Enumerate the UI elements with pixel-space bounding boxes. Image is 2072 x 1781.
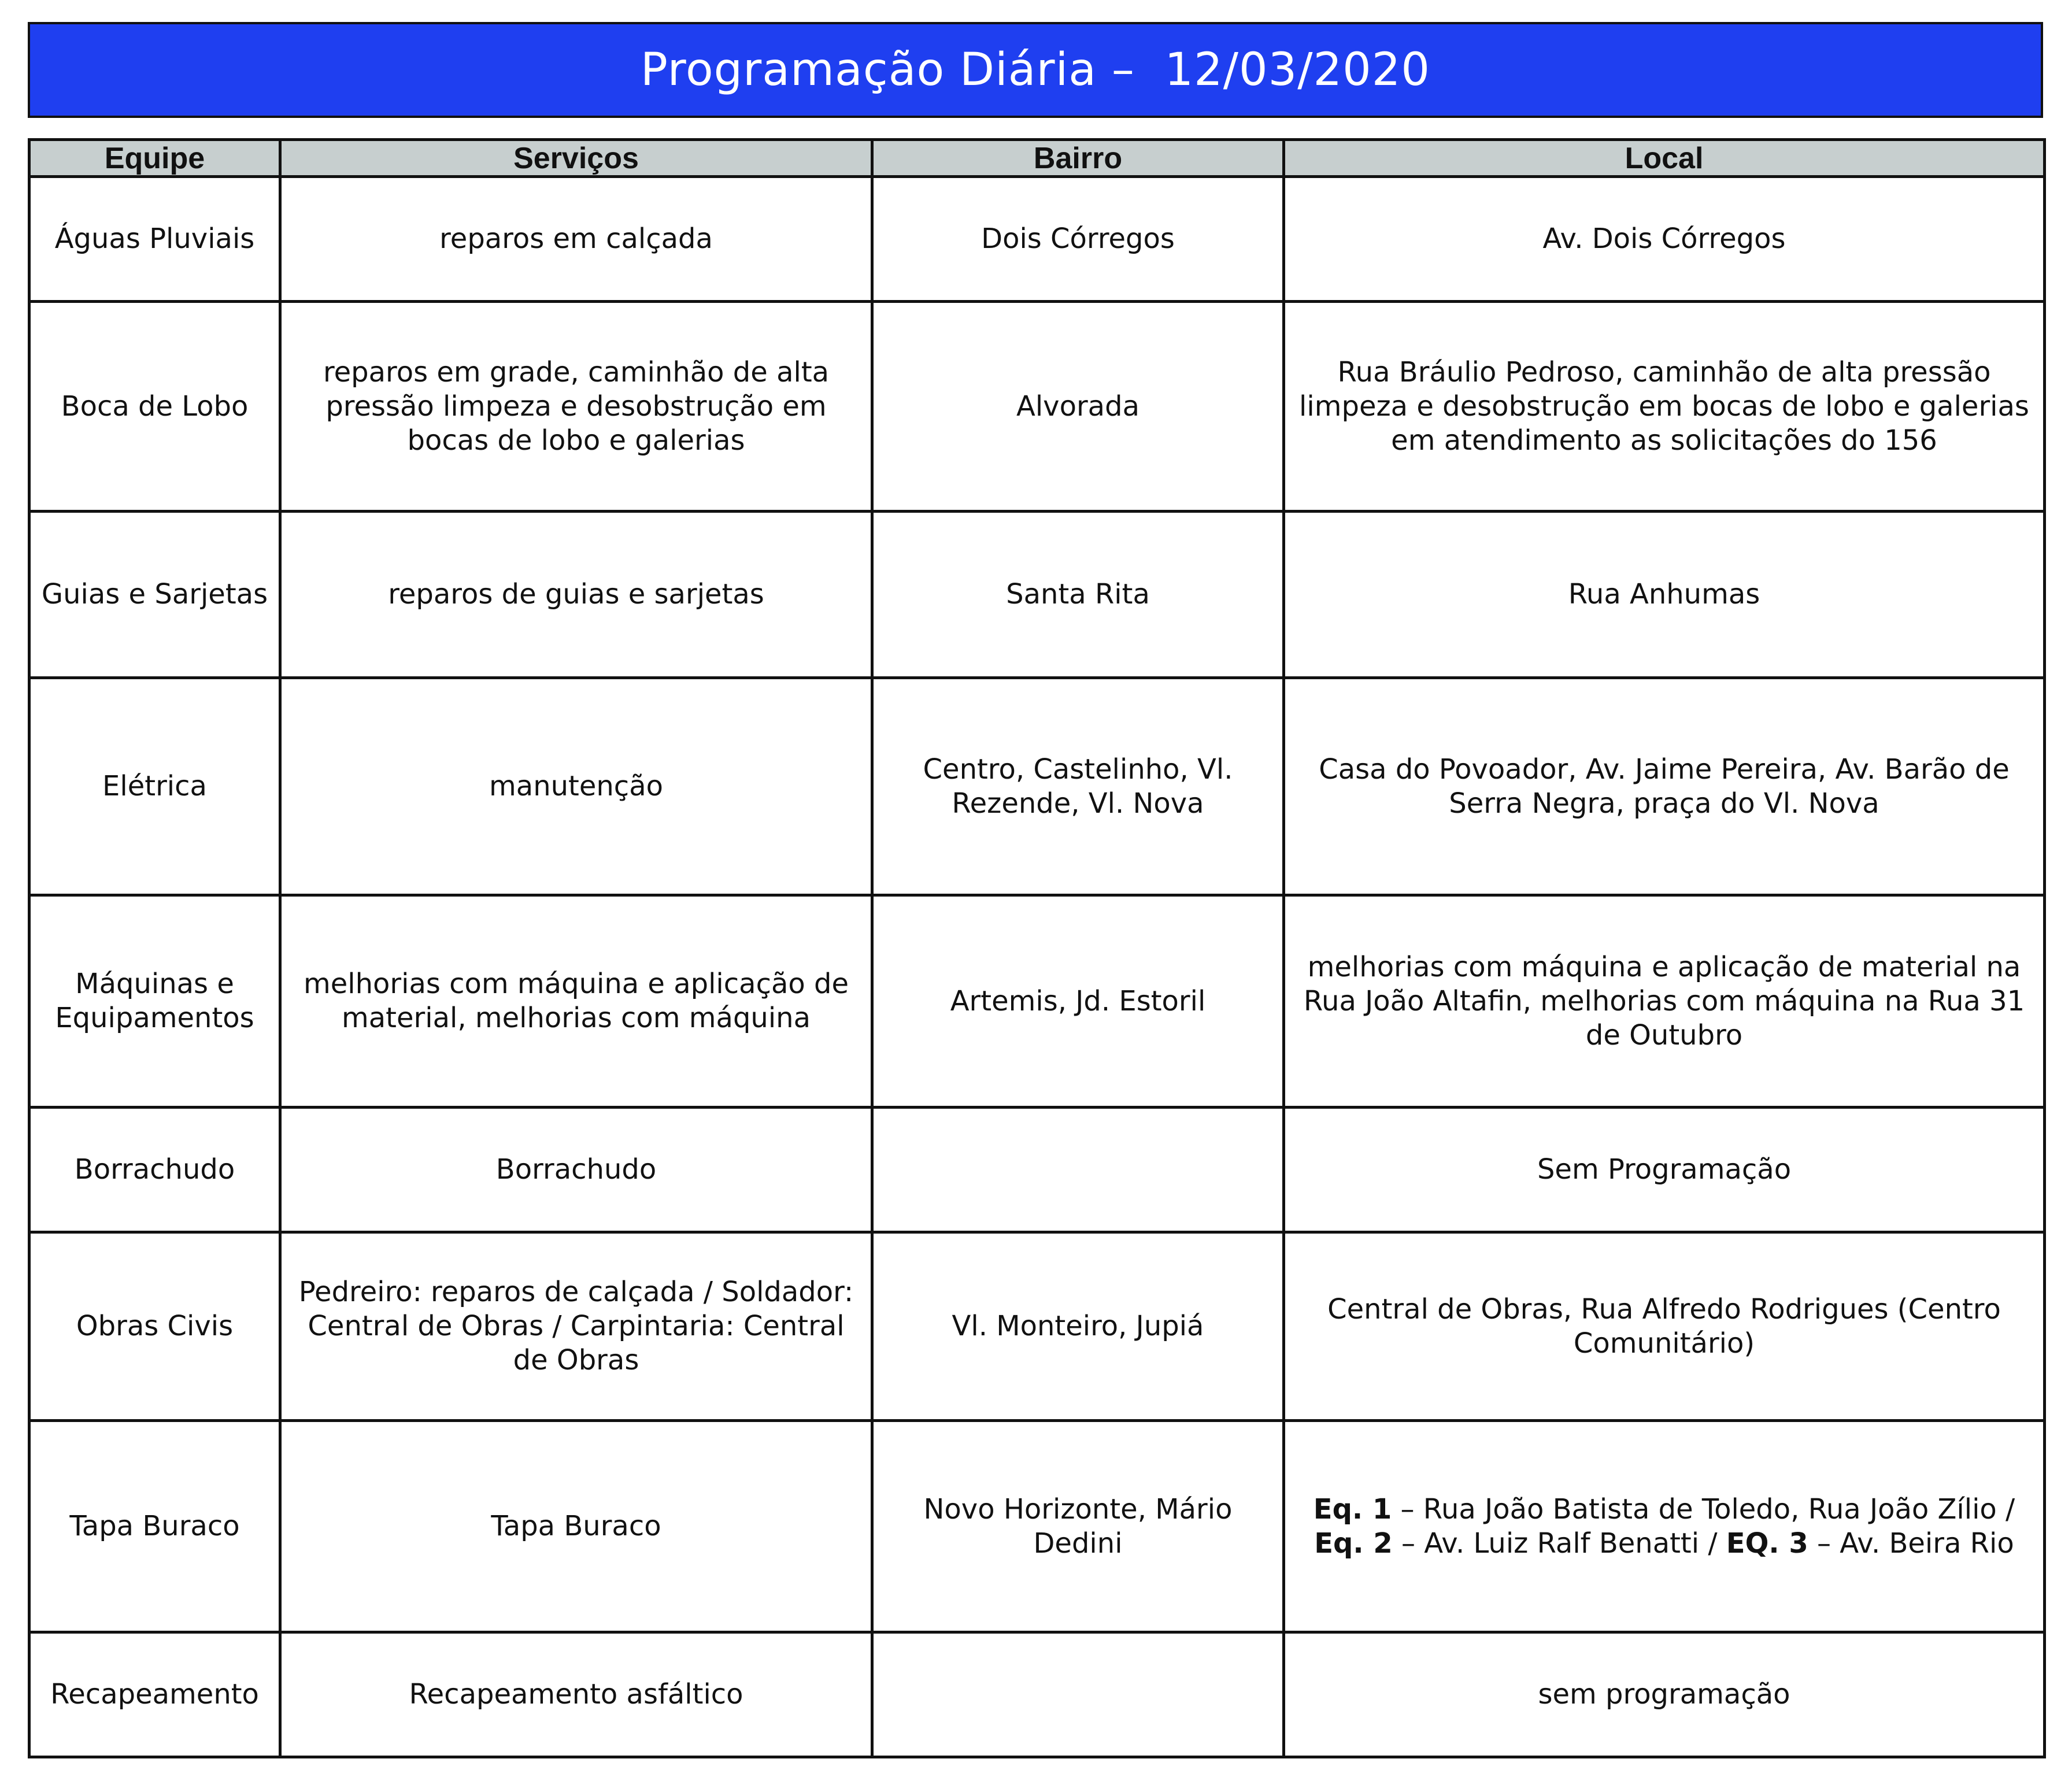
cell-local: Rua Bráulio Pedroso, caminhão de alta pressão limpeza e desobstrução em bocas de lobo e galerias em atendimento as solicitações do 156	[1284, 302, 2045, 512]
cell-servicos: reparos em grade, caminhão de alta pressão limpeza e desobstrução em bocas de lobo e galerias	[280, 302, 872, 512]
table-row	[29, 1232, 2045, 1421]
cell-equipe: Borrachudo	[29, 1108, 280, 1232]
table-row	[29, 177, 2045, 302]
cell-equipe: Máquinas e Equipamentos	[29, 895, 280, 1108]
cell-equipe: Recapeamento	[29, 1632, 280, 1757]
cell-local: Av. Dois Córregos	[1284, 177, 2045, 302]
cell-local: sem programação	[1284, 1632, 2045, 1757]
eq1-label: Eq. 1	[1313, 1493, 1392, 1525]
cell-local: Sem Programação	[1284, 1108, 2045, 1232]
cell-servicos: reparos de guias e sarjetas	[280, 512, 872, 678]
cell-local: Central de Obras, Rua Alfredo Rodrigues (Centro Comunitário)	[1284, 1232, 2045, 1421]
cell-servicos: reparos em calçada	[280, 177, 872, 302]
cell-servicos: Recapeamento asfáltico	[280, 1632, 872, 1757]
cell-bairro: Alvorada	[872, 302, 1284, 512]
cell-bairro: Dois Córregos	[872, 177, 1284, 302]
cell-bairro: Artemis, Jd. Estoril	[872, 895, 1284, 1108]
table-row	[29, 512, 2045, 678]
cell-local: Rua Anhumas	[1284, 512, 2045, 678]
table-header-row	[29, 140, 2045, 177]
cell-servicos: Tapa Buraco	[280, 1421, 872, 1632]
column-header-bairro: Bairro	[872, 140, 1284, 177]
table-row	[29, 895, 2045, 1108]
schedule-table	[28, 138, 2046, 1758]
cell-equipe: Boca de Lobo	[29, 302, 280, 512]
cell-equipe: Tapa Buraco	[29, 1421, 280, 1632]
cell-equipe: Elétrica	[29, 678, 280, 895]
table-row	[29, 1108, 2045, 1232]
cell-bairro: Centro, Castelinho, Vl. Rezende, Vl. Nova	[872, 678, 1284, 895]
cell-servicos: Borrachudo	[280, 1108, 872, 1232]
table-row	[29, 1632, 2045, 1757]
title-date: 12/03/2020	[1164, 44, 1431, 96]
title-separator: –	[1097, 44, 1165, 96]
cell-equipe: Guias e Sarjetas	[29, 512, 280, 678]
eq3-label: EQ. 3	[1726, 1527, 1808, 1560]
eq1-text: – Rua João Batista de Toledo, Rua João Zílio /	[1392, 1493, 2015, 1525]
cell-bairro	[872, 1108, 1284, 1232]
eq3-text: – Av. Beira Rio	[1808, 1527, 2014, 1560]
cell-local: melhorias com máquina e aplicação de material na Rua João Altafin, melhorias com máquina na Rua 31 de Outubro	[1284, 895, 2045, 1108]
column-header-servicos: Serviços	[280, 140, 872, 177]
eq2-label: Eq. 2	[1314, 1527, 1393, 1560]
cell-equipe: Águas Pluviais	[29, 177, 280, 302]
cell-local: Casa do Povoador, Av. Jaime Pereira, Av. Barão de Serra Negra, praça do Vl. Nova	[1284, 678, 2045, 895]
cell-bairro	[872, 1632, 1284, 1757]
table-row	[29, 302, 2045, 512]
column-header-local: Local	[1284, 140, 2045, 177]
column-header-equipe: Equipe	[29, 140, 280, 177]
cell-equipe: Obras Civis	[29, 1232, 280, 1421]
cell-bairro: Santa Rita	[872, 512, 1284, 678]
table-row	[29, 678, 2045, 895]
table-row	[29, 1421, 2045, 1632]
cell-local	[1284, 1421, 2045, 1632]
page-title	[28, 22, 2043, 118]
cell-servicos: melhorias com máquina e aplicação de material, melhorias com máquina	[280, 895, 872, 1108]
cell-bairro: Novo Horizonte, Mário Dedini	[872, 1421, 1284, 1632]
eq2-text: – Av. Luiz Ralf Benatti /	[1392, 1527, 1726, 1560]
cell-bairro: Vl. Monteiro, Jupiá	[872, 1232, 1284, 1421]
title-label: Programação Diária	[640, 44, 1097, 96]
cell-servicos: Pedreiro: reparos de calçada / Soldador: Central de Obras / Carpintaria: Central de Obras	[280, 1232, 872, 1421]
cell-servicos: manutenção	[280, 678, 872, 895]
